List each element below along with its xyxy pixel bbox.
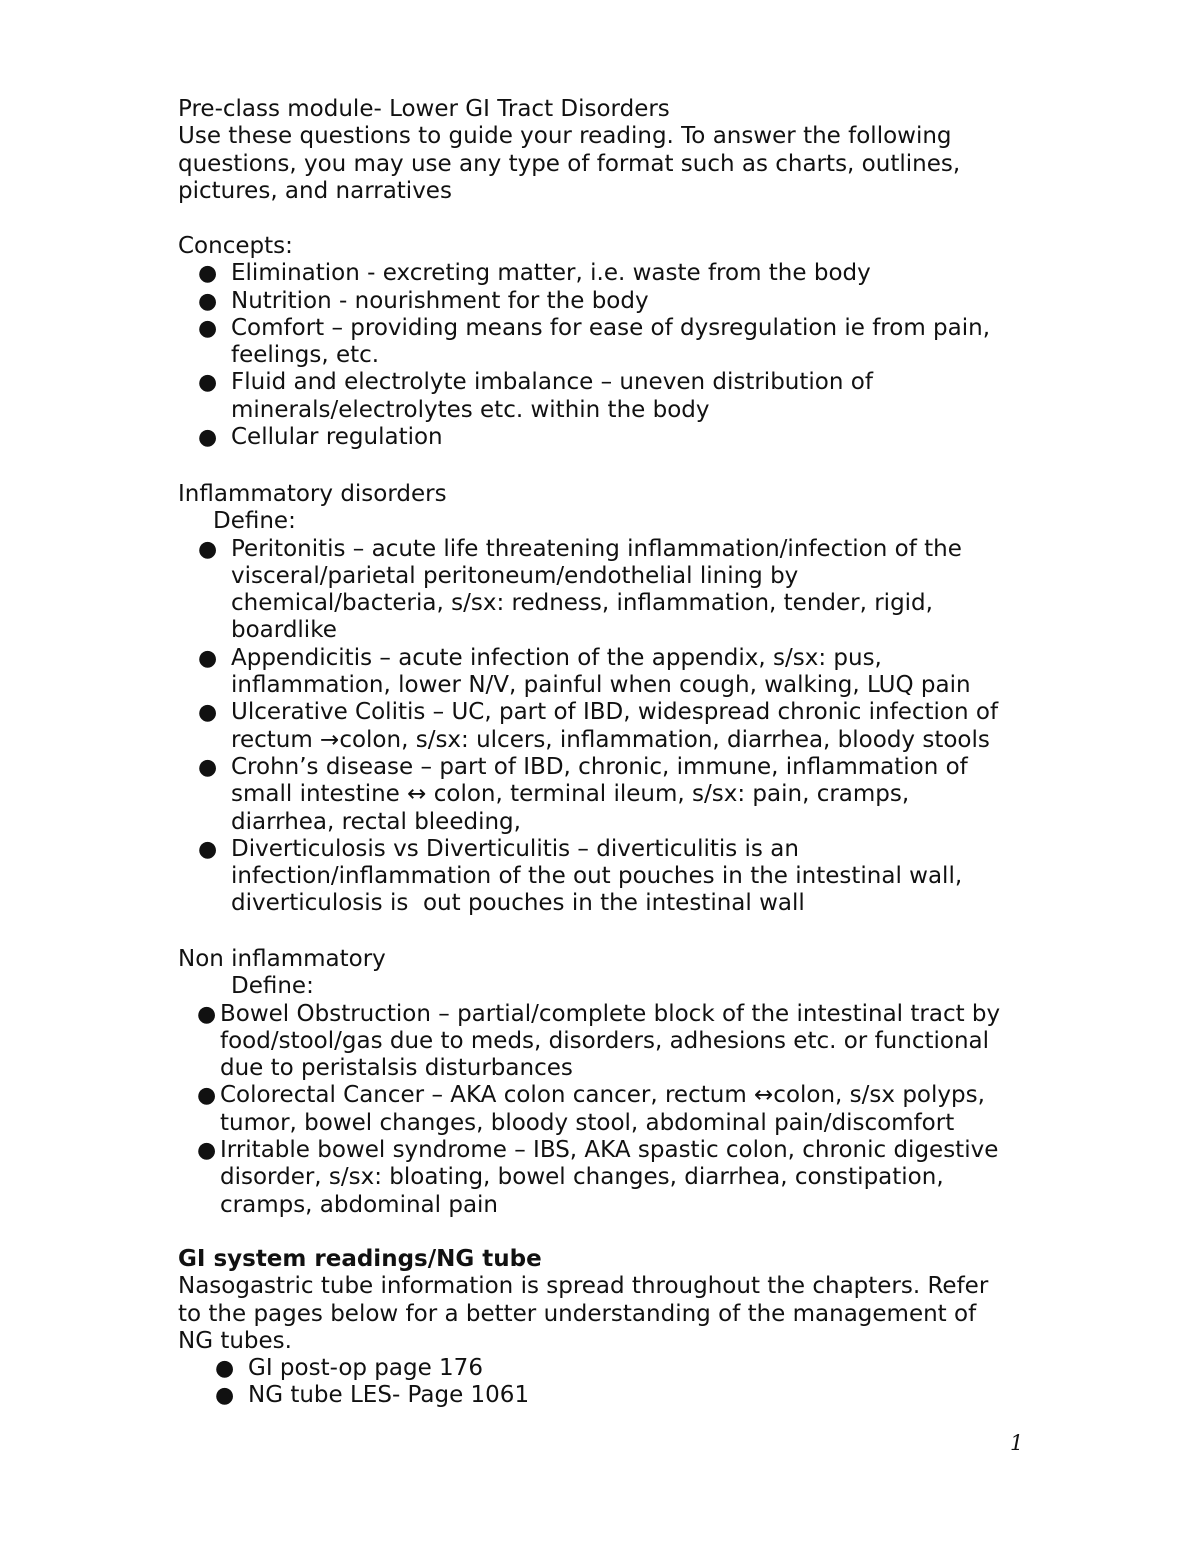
ng-tube-line: NG tubes. <box>178 1327 292 1354</box>
bullet-icon: ● <box>198 836 218 862</box>
list-item-line: visceral/parietal peritoneum/endothelial lining by <box>231 562 799 589</box>
bullet-icon: ● <box>198 536 218 562</box>
list-item-line: cramps, abdominal pain <box>220 1191 498 1218</box>
bullet-icon: ● <box>197 1001 217 1027</box>
list-item-line: Bowel Obstruction – partial/complete block of the intestinal tract by <box>220 1000 1001 1027</box>
inflammatory-define-label: Define: <box>213 508 296 535</box>
list-item-line: Irritable bowel syndrome – IBS, AKA spastic colon, chronic digestive <box>220 1137 999 1164</box>
list-item <box>178 1137 1048 1219</box>
list-item-line: Elimination - excreting matter, i.e. waste from the body <box>231 260 871 287</box>
bullet-icon: ● <box>198 425 218 451</box>
bullet-icon: ● <box>198 288 218 314</box>
list-item-line: Peritonitis – acute life threatening inflammation/infection of the <box>231 535 962 562</box>
list-item-line: feelings, etc. <box>231 342 380 369</box>
ng-tube-line: Nasogastric tube information is spread throughout the chapters. Refer <box>178 1273 989 1300</box>
inflammatory-list <box>178 536 1048 918</box>
list-item <box>178 424 1048 451</box>
inflammatory-section <box>178 481 1048 918</box>
non-inflammatory-section <box>178 946 1048 1219</box>
intro-section <box>178 96 1048 205</box>
list-item <box>178 836 1048 918</box>
intro-line: pictures, and narratives <box>178 177 452 204</box>
list-item-line: GI post-op page 176 <box>248 1355 483 1382</box>
list-item <box>178 1001 1048 1083</box>
page-number: 1 <box>1010 1431 1024 1455</box>
list-item-line: Colorectal Cancer – AKA colon cancer, rectum ↔colon, s/sx polyps, <box>220 1082 985 1109</box>
non-inflammatory-define-label: Define: <box>231 973 314 1000</box>
list-item <box>178 536 1048 645</box>
list-item <box>178 315 1048 370</box>
list-item-line: food/stool/gas due to meds, disorders, adhesions etc. or functional <box>220 1027 990 1054</box>
list-item-line: Appendicitis – acute infection of the appendix, s/sx: pus, <box>231 644 882 671</box>
non-inflammatory-list <box>178 1001 1048 1219</box>
bullet-icon: ● <box>198 261 218 287</box>
list-item-line: NG tube LES- Page 1061 <box>248 1382 530 1409</box>
list-item-line: Nutrition - nourishment for the body <box>231 287 649 314</box>
list-item-line: Ulcerative Colitis – UC, part of IBD, widespread chronic infection of <box>231 699 999 726</box>
ng-tube-section <box>178 1246 1048 1410</box>
concepts-section <box>178 233 1048 451</box>
bullet-icon: ● <box>198 754 218 780</box>
concepts-list <box>178 260 1048 451</box>
list-item <box>178 288 1048 315</box>
list-item-line: Cellular regulation <box>231 424 443 451</box>
list-item-line: Diverticulosis vs Diverticulitis – diverticulitis is an <box>231 835 799 862</box>
list-item-line: tumor, bowel changes, bloody stool, abdominal pain/discomfort <box>220 1109 955 1136</box>
list-item-line: Fluid and electrolyte imbalance – uneven distribution of <box>231 369 873 396</box>
bullet-icon: ● <box>197 1138 217 1164</box>
list-item <box>178 754 1048 836</box>
list-item-line: boardlike <box>231 617 337 644</box>
bullet-icon: ● <box>215 1356 235 1382</box>
intro-line: questions, you may use any type of format such as charts, outlines, <box>178 150 961 177</box>
list-item-line: minerals/electrolytes etc. within the body <box>231 396 710 423</box>
bullet-icon: ● <box>197 1083 217 1109</box>
document-title: Pre-class module- Lower GI Tract Disorders <box>178 96 670 122</box>
list-item <box>178 1082 1048 1137</box>
ng-tube-heading: GI system readings/NG tube <box>178 1246 542 1272</box>
ng-tube-list <box>178 1355 1048 1410</box>
ng-tube-line: to the pages below for a better understanding of the management of <box>178 1300 977 1327</box>
bullet-icon: ● <box>198 370 218 396</box>
bullet-icon: ● <box>215 1383 235 1409</box>
concepts-heading: Concepts: <box>178 233 293 259</box>
list-item <box>178 1382 1048 1409</box>
list-item-line: inflammation, lower N/V, painful when cough, walking, LUQ pain <box>231 672 971 699</box>
bullet-icon: ● <box>198 315 218 341</box>
list-item-line: rectum →colon, s/sx: ulcers, inflammation, diarrhea, bloody stools <box>231 726 990 753</box>
list-item <box>178 645 1048 700</box>
list-item <box>178 1355 1048 1382</box>
non-inflammatory-heading: Non inflammatory <box>178 946 386 972</box>
list-item-line: diverticulosis is out pouches in the intestinal wall <box>231 890 805 917</box>
list-item-line: chemical/bacteria, s/sx: redness, inflammation, tender, rigid, <box>231 590 933 617</box>
list-item-line: infection/inflammation of the out pouches in the intestinal wall, <box>231 863 963 890</box>
list-item-line: small intestine ↔ colon, terminal ileum, s/sx: pain, cramps, <box>231 781 910 808</box>
intro-line: Use these questions to guide your reading. To answer the following <box>178 123 952 150</box>
list-item <box>178 260 1048 287</box>
bullet-icon: ● <box>198 645 218 671</box>
list-item-line: diarrhea, rectal bleeding, <box>231 808 521 835</box>
list-item-line: Crohn’s disease – part of IBD, chronic, immune, inflammation of <box>231 753 968 780</box>
inflammatory-heading: Inflammatory disorders <box>178 481 447 507</box>
bullet-icon: ● <box>198 700 218 726</box>
list-item <box>178 369 1048 424</box>
list-item-line: disorder, s/sx: bloating, bowel changes, diarrhea, constipation, <box>220 1164 944 1191</box>
list-item <box>178 699 1048 754</box>
list-item-line: due to peristalsis disturbances <box>220 1055 573 1082</box>
list-item-line: Comfort – providing means for ease of dysregulation ie from pain, <box>231 314 991 341</box>
